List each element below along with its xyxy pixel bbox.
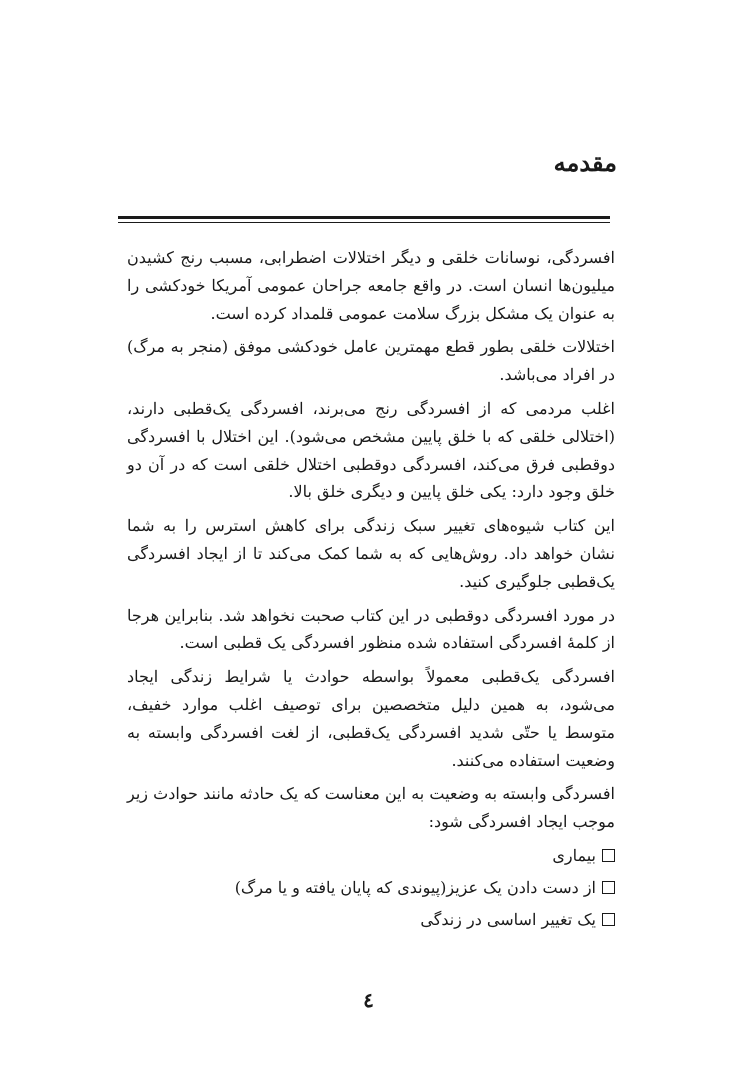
title-rule-thin	[118, 222, 610, 223]
list-item	[127, 842, 615, 870]
paragraph: اختلالات خلقی بطور قطع مهمترین عامل خودکشی موفق (منجر به مرگ) در افراد می‌باشد.	[127, 337, 615, 385]
paragraph: افسردگی، نوسانات خلقی و دیگر اختلالات اضطرابی، مسبب رنج کشیدن میلیون‌ها انسان است. در واقع جامعه جراحان عمومی آمریکا خودکشی را به عنوان یک مشکل بزرگ سلامت عمومی قلمداد کرده است.	[127, 248, 615, 323]
chapter-title: مقدمه	[553, 148, 617, 177]
body-text	[127, 244, 615, 937]
checkbox-bullet-icon	[602, 881, 615, 894]
title-rule-thick	[118, 216, 610, 219]
paragraph: این کتاب شیوه‌های تغییر سبک زندگی برای کاهش استرس را به شما نشان خواهد داد. روش‌هایی که به شما کمک می‌کند تا از ایجاد افسردگی یک‌قطبی جلوگیری کنید.	[127, 516, 615, 591]
list-item-text: یک تغییر اساسی در زندگی	[420, 909, 596, 929]
list-item	[127, 874, 615, 902]
paragraph: در مورد افسردگی دوقطبی در این کتاب صحبت نخواهد شد. بنابراین هرجا از کلمهٔ افسردگی استفاده شده منظور افسردگی یک قطبی است.	[127, 605, 615, 653]
paragraph: افسردگی یک‌قطبی معمولاً بواسطه حوادث یا شرایط زندگی ایجاد می‌شود، به همین دلیل متخصصین برای توصیف اغلب موارد خفیف، متوسط یا حتّی شدید افسردگی یک‌قطبی، از لغت افسردگی وابسته به وضعیت استفاده می‌کنند.	[127, 667, 615, 770]
checkbox-bullet-icon	[602, 913, 615, 926]
checkbox-bullet-icon	[602, 849, 615, 862]
list-item-text: بیماری	[552, 845, 596, 865]
list-item-text: از دست دادن یک عزیز(پیوندی که پایان یافته و یا مرگ)	[234, 877, 596, 897]
page-number: ٤	[363, 988, 374, 1012]
list-item	[127, 906, 615, 934]
bullet-list	[127, 842, 615, 933]
paragraph: افسردگی وابسته به وضعیت به این معناست که یک حادثه مانند حوادث زیر موجب ایجاد افسردگی شود:	[127, 784, 615, 832]
paragraph: اغلب مردمی که از افسردگی رنج می‌برند، افسردگی یک‌قطبی دارند، (اختلالی خلقی که با خلق پایین مشخص می‌شود). این اختلال با افسردگی دوقطبی فرق می‌کند، افسردگی دوقطبی اختلال خلقی است که در آن دو خلق وجود دارد: یکی خلق پایین و دیگری خلق بالا.	[127, 398, 615, 502]
